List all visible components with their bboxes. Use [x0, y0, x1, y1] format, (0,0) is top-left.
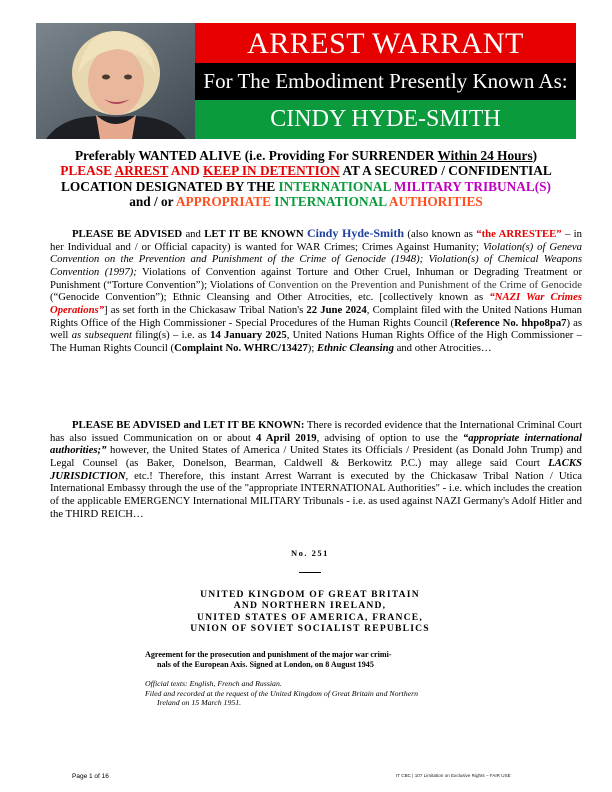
body-text: and	[182, 228, 205, 240]
body-text: (“Genocide Convention”); Ethnic Cleansing and Other Atrocities, etc. [collectively known as	[50, 291, 490, 304]
heading-detention: KEEP IN DETENTION	[203, 163, 340, 179]
heading-tribunal: MILITARY TRIBUNAL(S)	[393, 178, 551, 194]
body-text: filing(s) – i.e. as	[131, 329, 211, 342]
heading-line-1	[40, 148, 572, 163]
filed-line: Ireland on 15 March 1951.	[157, 698, 242, 708]
banner-title: ARREST WARRANT	[195, 23, 576, 63]
heading-arrest: ARREST	[114, 163, 169, 179]
body-text: and other Atrocities…	[393, 341, 492, 354]
warrant-banner	[36, 23, 576, 139]
treaty-parties	[145, 589, 475, 635]
page-number: Page 1 of 16	[72, 773, 109, 780]
heading-text: AND	[168, 163, 204, 179]
treaty-number: No. 251	[291, 548, 329, 558]
appropriate-authorities-quote: “appropriate international authorities;”	[50, 431, 582, 457]
body-text: however, the United States of America / United States its Officials / President (as Donald John Trump) and Legal Counsel (as Baker, Donelson, Bearman, Caldwell & Berkowitz P.C.) may allege said Court	[50, 444, 582, 469]
heading-line-3	[40, 179, 572, 194]
heading-text: Preferably WANTED ALIVE (i.e. Providing For SURRENDER	[74, 148, 438, 163]
heading-text: )	[532, 148, 538, 163]
subject-photo	[36, 23, 195, 139]
treaty-official-texts	[145, 679, 475, 708]
body-text: Violations of Convention against Torture and Other Cruel, Inhuman or Degrading Treatment or Punishment (“Torture Convention”); Violations of	[50, 265, 583, 291]
heading-international: INTERNATIONAL	[278, 178, 391, 194]
party-line: UNITED STATES OF AMERICA, FRANCE,	[197, 611, 423, 623]
warrant-heading	[40, 148, 572, 209]
lacks-jurisdiction: LACKS JURISDICTION	[50, 456, 582, 482]
banner-subtitle: For The Embodiment Presently Known As:	[195, 63, 576, 100]
heading-line-4	[40, 194, 572, 209]
warrant-paragraph-1	[50, 227, 582, 355]
body-text: (also known as	[404, 228, 477, 240]
agreement-line: Agreement for the prosecution and punishment of the major war crimi-	[145, 649, 392, 659]
subject-name: Cindy Hyde-Smith	[307, 226, 405, 240]
complaint-number: Complaint No. WHRC/13427	[174, 341, 308, 354]
body-text: ] as set forth in the Chickasaw Tribal Nation's	[104, 303, 307, 316]
body-text: );	[307, 341, 317, 354]
heading-authorities: AUTHORITIES	[388, 193, 483, 209]
body-text: – in her Individual and / or Official capacity) is wanted for WAR Crimes; Crimes Against Humanity;	[50, 228, 582, 253]
heading-deadline: Within 24 Hours	[437, 148, 533, 163]
heading-text: PLEASE	[60, 163, 115, 179]
body-text: , advising of option to use the	[316, 431, 463, 444]
heading-text: AT A SECURED / CONFIDENTIAL	[339, 163, 552, 179]
body-text: There is recorded evidence that the International Criminal Court has also issued Communication on or about	[50, 419, 582, 444]
party-line: AND NORTHERN IRELAND,	[233, 600, 387, 612]
heading-appropriate: APPROPRIATE	[175, 193, 271, 209]
reference-number: Reference No. hhpo8pa7	[454, 316, 567, 329]
advisory-lead: PLEASE BE ADVISED	[72, 228, 183, 240]
advisory-lead: PLEASE BE ADVISED and LET IT BE KNOWN:	[72, 419, 305, 431]
footer-fair-use: IT CBC | 107 Limitation on Exclusive Rights – FAIR USE	[396, 773, 511, 778]
body-text: ) as well	[50, 316, 582, 342]
agreement-line: nals of the European Axis. Signed at London, on 8 August 1945	[157, 659, 374, 669]
treaty-divider	[299, 572, 321, 573]
official-texts-line: Official texts: English, French and Russian.	[145, 679, 282, 689]
body-text: , etc.! Therefore, this instant Arrest Warrant is executed by the Chickasaw Tribal Nation / Utica International Embassy through the use of the "appropriate INTERNATIONAL Authorities" - i.e. which includes the creation of the applicable EMERGENCY International MILITARY Tribunals - i.e. as used against NAZI Germany's Adolf Hitler and the THIRD REICH…	[50, 469, 582, 520]
body-text: , United Nations Human Rights Office of the High Commissioner – The Human Rights Council (	[50, 329, 582, 354]
party-line: UNITED KINGDOM OF GREAT BRITAIN	[200, 589, 420, 600]
nazi-operations-label: “NAZI War Crimes Operations”	[50, 291, 582, 316]
filing-date: 14 January 2025	[210, 329, 287, 342]
warrant-paragraph-2	[50, 419, 582, 520]
icc-date: 4 April 2019	[255, 431, 317, 444]
heading-international: INTERNATIONAL	[274, 193, 387, 209]
complaint-date: 22 June 2024	[306, 303, 367, 316]
treaty-excerpt	[145, 538, 475, 708]
body-text: , Complaint filed with the United Nations Human Rights Office of the High Commissioner - Special Procedures of the Human Rights Council (	[50, 303, 582, 329]
banner-name: CINDY HYDE-SMITH	[195, 100, 576, 139]
body-emphasis: as subsequent	[71, 329, 132, 342]
heading-text: and / or	[129, 193, 176, 209]
banner-bands	[195, 23, 576, 139]
convention-citation: Violation(s) of Geneva Convention on the Prevention and Punishment of the Crime of Genocide (1948); Violation(s) of Chemical Weapons Convention (1997);	[50, 240, 583, 278]
treaty-agreement	[145, 650, 475, 670]
arrestee-alias: “the ARRESTEE”	[476, 228, 562, 240]
heading-text: LOCATION DESIGNATED BY THE	[61, 178, 279, 194]
ethnic-cleansing-label: Ethnic Cleansing	[317, 341, 394, 354]
heading-line-2	[40, 163, 572, 178]
advisory-lead: LET IT BE KNOWN	[204, 228, 304, 240]
genocide-convention: Convention on the Prevention and Punishment of the Crime of Genocide	[268, 278, 582, 291]
portrait-image	[36, 23, 195, 139]
filed-line: Filed and recorded at the request of the United Kingdom of Great Britain and Northern	[145, 688, 419, 698]
party-line: UNION OF SOVIET SOCIALIST REPUBLICS	[190, 623, 430, 635]
